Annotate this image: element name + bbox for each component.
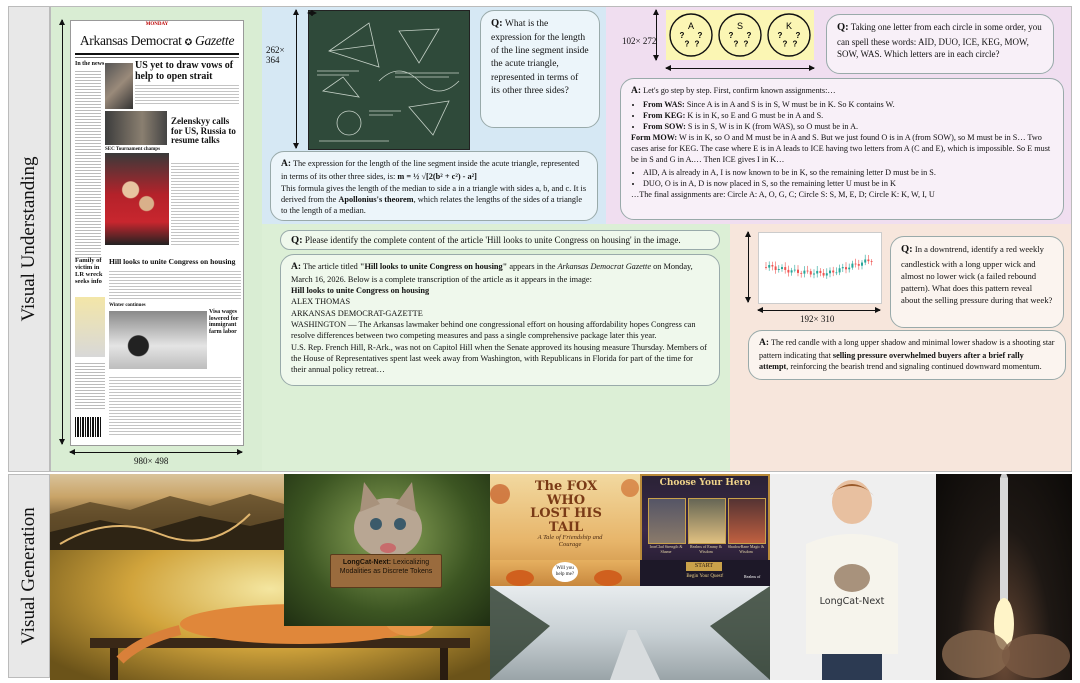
- math-q-text: What is the expression for the length of the line segment inside the acute triangle, represented in terms of its other three sides?: [491, 19, 589, 96]
- gen-boy-shirt: [770, 474, 936, 680]
- kitten-sign-title: LongCat-Next:: [342, 559, 392, 566]
- math-a-label: A:: [281, 159, 292, 169]
- gen-rocket: [936, 474, 1072, 680]
- puzzle-final: …The final assignments are: Circle A: A, O, G, C; Circle S: S, M, E, D; Circle K: K, W, I, U: [631, 189, 935, 199]
- puzzle-step: • AID, A is already in A, I is now known to be in K, so the remaining letter D must be in S.: [643, 168, 1053, 179]
- article-answer: A: The article titled "Hill looks to unite Congress on housing" appears in the Arkansas Democrat Gazette on Monday, March 16, 2026. Below is a complete transcription of the article as it appears in the image: Hill looks to unite Congress on housing ALEX THOMAS ARKANSAS DEMOCRAT-GAZETTE WASHINGTON — The Arkansas lawmaker behind one congressional effort on housing affordability hopes Congress can resolve differences between two competing measures and pass a single comprehensive package later this year. U.S. Rep. French Hill, R-Ark., was not on Capitol Hill when the Senate approved its housing measure Thursday. Members of the House of Representatives spent last week away from Washington, with Republicans in Florida for part of the time for their annual policy retreat…: [280, 254, 720, 386]
- candle-q-text: In a downtrend, identify a red weekly candlestick with a long upper wick and almost no lower wick (a failed rebound pattern). What does this pattern reveal about the selling pressure during that week?: [901, 244, 1053, 305]
- shirt-text: LongCat-Next: [819, 596, 885, 607]
- puzzle-circle-letter: A: [687, 21, 695, 31]
- book-subtitle: A Tale of Friendship and Courage: [537, 534, 603, 548]
- puzzle-circle-mark: ?: [792, 39, 798, 49]
- puzzle-step: • DUO, O is in A, D is now placed in S, so the remaining letter U must be in K: [643, 179, 1053, 190]
- newspaper-headline-1: US yet to draw vows of help to open strait: [135, 60, 234, 82]
- article-q-label: Q:: [291, 235, 303, 246]
- newspaper-headline-2: Zelenskyy calls for US, Russia to resume talks: [171, 116, 236, 146]
- gen-great-wall: [50, 474, 284, 550]
- puzzle-circle-mark: ?: [782, 39, 788, 49]
- game-title: Choose Your Hero: [659, 478, 751, 488]
- puzzle-step: • From SOW: S is in S, W is in K (from WAS), so O must be in A.: [643, 122, 1053, 133]
- puzzle-q-label: Q:: [837, 22, 849, 33]
- newspaper-side-2: Visa wages lowered for immigrant farm labor: [209, 309, 239, 335]
- math-a-p3: , which relates the lengths of the sides of a triangle to the length of a median.: [281, 194, 583, 216]
- puzzle-circle-letter: K: [785, 21, 793, 31]
- newspaper-day: MONDAY: [145, 22, 169, 27]
- puzzle-circle-mark: ?: [697, 31, 703, 40]
- game-hero-label-3: ShadowBane Magic & Wisdom: [727, 544, 765, 554]
- kitten-sign-rest: Lexicalizing Modalities as Discrete Tokens: [339, 559, 433, 575]
- puzzle-circle-mark: ?: [694, 39, 700, 49]
- puzzle-circle-mark: ?: [777, 31, 783, 40]
- article-body-1: WASHINGTON — The Arkansas lawmaker behind one congressional effort on housing affordability hopes Congress can resolve differences between two competing measures and pass a single comprehensive package later this year.: [291, 320, 696, 341]
- newspaper-headline-3: Hill looks to unite Congress on housing: [109, 257, 236, 266]
- puzzle-step: • From WAS: Since A is in A and S is in S, W must be in K. So K contains W.: [643, 100, 1053, 111]
- math-q-label: Q:: [491, 18, 503, 29]
- book-title: The FOX WHO LOST HIS TAIL: [530, 479, 602, 535]
- generation-sidebar: [8, 474, 50, 678]
- newspaper-section-label: In the news: [75, 61, 105, 67]
- candle-q-label: Q:: [901, 244, 913, 255]
- gen-kitten: [284, 474, 490, 626]
- candle-answer: A: The red candle with a long upper shadow and minimal lower shadow is a shooting star pattern indicating that selling pressure overwhelmed buyers after a brief rally attempt, reinforcing the bearish trend and signaling continued downward momentum.: [748, 330, 1066, 380]
- game-realms-text: Realms of: [744, 574, 761, 579]
- article-byline-1: ALEX THOMAS: [291, 297, 351, 307]
- boy-drawing: [770, 474, 936, 680]
- game-hero-label-1: IronClad Strength & Shame: [649, 544, 683, 554]
- puzzle-a-label: A:: [631, 86, 642, 96]
- article-body-2: U.S. Rep. French Hill, R-Ark., was not on Capitol Hill when the Senate approved its housing measure Thursday. Members of the House of Representatives spent last week away from Washington, with Republicans in Florida for part of the time for their annual policy retreat…: [291, 342, 707, 375]
- game-hero-3: [728, 498, 766, 544]
- puzzle-circle-mark: ?: [795, 31, 801, 40]
- puzzle-circle-mark: ?: [746, 31, 752, 40]
- puzzle-circle-letter: S: [736, 21, 744, 31]
- puzzle-circle-mark: ?: [728, 31, 734, 40]
- puzzle-step: • From KEG: K is in K, so E and G must be in A and S.: [643, 111, 1053, 122]
- gen-game-bottom: [640, 560, 770, 586]
- puzzle-q-text: Taking one letter from each circle in some order, you can spell these words: AID, DUO, ICE, KEG, MOW, SOW, WAS. Which letters are in each circle?: [837, 22, 1042, 60]
- puzzle-circle-mark: ?: [743, 39, 749, 49]
- newspaper-sec-label: SEC Tournament champs: [105, 147, 161, 152]
- puzzle-mow: Form MOW: W is in K, so O and M must be in A and S. But we just found O is in A (from SOW), so M must be in S… Two cases arise for KEG. The case where E is in A leads to ICE having two letters from A (C and E), which is impossible. So E must be in S and G in A.… Then ICE gives I in K…: [631, 132, 1051, 164]
- chalkboard-dims: 262× 364: [266, 45, 285, 65]
- candle-dims: 192× 310: [800, 314, 835, 324]
- article-q-text: Please identify the complete content of the article 'Hill looks to unite Congress on housing' in the image.: [304, 235, 681, 245]
- math-a-p1: The expression for the length of the line segment inside the acute triangle, represented in terms of its other three sides, is:: [281, 159, 580, 182]
- puzzle-a-intro: Let's go step by step. First, confirm known assignments:…: [643, 86, 836, 95]
- rocket-drawing: [936, 474, 1072, 680]
- article-headline: Hill looks to unite Congress on housing: [291, 286, 430, 296]
- math-a-formula: m = ½ √[2(b² + c²) - a²]: [397, 172, 477, 182]
- great-wall-drawing: [50, 474, 284, 550]
- gen-snow-road: [490, 586, 770, 680]
- generation-label: Visual Generation: [18, 507, 39, 645]
- understanding-sidebar: [8, 6, 50, 472]
- game-hero-1: [648, 498, 686, 544]
- game-begin-text: Begin Your Quest!: [686, 574, 724, 579]
- puzzle-circle-mark: ?: [733, 39, 739, 49]
- article-a-label: A:: [291, 262, 302, 272]
- newspaper-masthead: Arkansas Democrat ✪ Gazette: [79, 33, 235, 48]
- game-hero-label-2: Realms of Emmy & Wisdom: [689, 544, 723, 554]
- math-a-p2: This formula gives the length of the median to side a in a triangle with sides a, b, and c. It is derived from the: [281, 183, 587, 204]
- newspaper-dims: 980× 498: [134, 456, 169, 466]
- puzzle-circle-mark: ?: [679, 31, 685, 40]
- newspaper-winter-label: Winter continues: [109, 303, 146, 308]
- gen-fox-lower: [490, 560, 640, 586]
- candle-a-label: A:: [759, 338, 770, 348]
- article-byline-2: ARKANSAS DEMOCRAT-GAZETTE: [291, 308, 423, 318]
- snow-road-drawing: [490, 586, 770, 680]
- puzzle-circle-mark: ?: [684, 39, 690, 49]
- understanding-label: Visual Understanding: [18, 156, 39, 322]
- newspaper-side-1: Family of victim in LR wreck seeks info: [75, 257, 103, 286]
- understanding-frame: [50, 6, 1072, 472]
- circles-dims: 102× 272: [622, 36, 657, 46]
- kitten-sign: [330, 554, 442, 588]
- book-speech: Will you help me?: [552, 562, 578, 582]
- kitten-drawing: [284, 474, 490, 626]
- math-a-bold: Apollonius's theorem: [338, 194, 414, 204]
- game-start-button[interactable]: START: [686, 562, 722, 571]
- game-hero-2: [688, 498, 726, 544]
